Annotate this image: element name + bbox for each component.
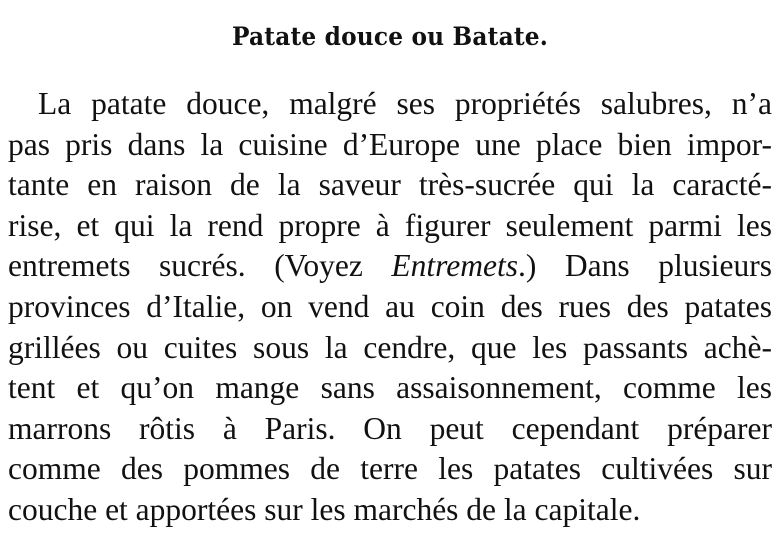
text-line: rise, et qui la rend propre à figurer seulement parmi les (8, 207, 772, 243)
text-line: marrons rôtis à Paris. On peut cependant préparer (8, 410, 772, 446)
text-line: pas pris dans la cuisine d’Europe une place bien impor- (8, 126, 772, 162)
text-segment: entremets sucrés. (Voyez (8, 248, 392, 284)
text-line: provinces d’Italie, on vend au coin des rues des patates (8, 288, 772, 324)
text-line: couche et apportées sur les marchés de la capitale. (8, 491, 641, 527)
body-paragraph (8, 84, 772, 531)
text-segment: .) Dans plusieurs (517, 248, 772, 284)
text-line: comme des pommes de terre les patates cultivées sur (8, 451, 772, 487)
text-line: grillées ou cuites sous la cendre, que les passants achè- (8, 329, 772, 365)
text-line (8, 246, 772, 287)
italic-reference: Entremets (391, 248, 518, 284)
text-line: tent et qu’on mange sans assaisonnement, comme les (8, 370, 772, 406)
text-line: tante en raison de la saveur très-sucrée qui la caracté- (8, 167, 772, 203)
section-heading: Patate douce ou Batate. (232, 22, 548, 51)
text-line: La patate douce, malgré ses propriétés salubres, n’a (38, 86, 772, 121)
